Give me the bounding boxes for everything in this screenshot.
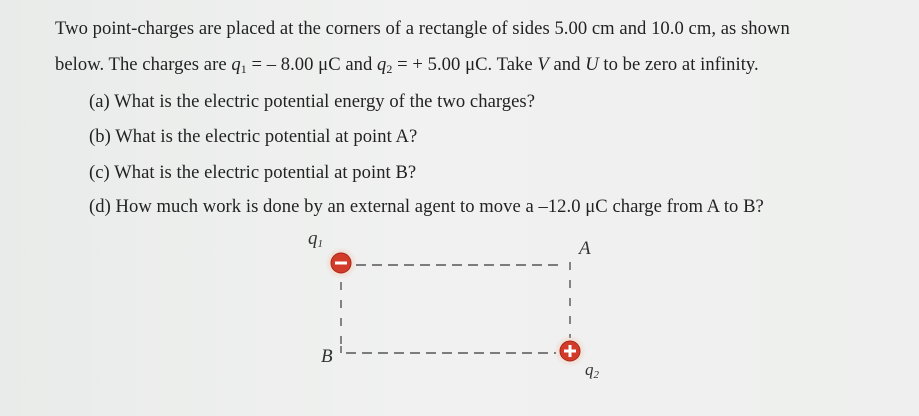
intro-line-1: Two point-charges are placed at the corners of a rectangle of sides 5.00 cm and 10.0 cm, as shown [55, 18, 790, 39]
q2-label-symbol: q [585, 360, 594, 379]
v-symbol: V [537, 54, 549, 75]
question-c: (c) What is the electric potential at point B? [89, 162, 417, 183]
q1-symbol: q [231, 54, 241, 75]
question-a: (a) What is the electric potential energy of the two charges? [89, 91, 536, 112]
q1-label-sub: 1 [317, 238, 323, 250]
intro-line-2-start: below. The charges are [55, 54, 232, 75]
u-symbol: U [585, 54, 599, 75]
plus-vertical [569, 345, 572, 357]
intro-line-2-end: to be zero at infinity. [598, 54, 759, 75]
point-a-label: A [579, 238, 591, 259]
q1-label-symbol: q [308, 228, 318, 249]
q2-value: = + 5.00 μC. Take [392, 54, 538, 75]
q1-label [308, 228, 323, 250]
question-b: (b) What is the electric potential at point A? [89, 126, 418, 147]
minus-sign [335, 262, 347, 265]
point-b-label: B [321, 346, 333, 367]
question-d: (d) How much work is done by an external agent to move a –12.0 μC charge from A to B? [89, 196, 764, 217]
q2-symbol: q [377, 54, 387, 75]
q2-label [585, 360, 599, 380]
q2-label-sub: 2 [593, 369, 599, 381]
and-text: and [548, 54, 586, 75]
q1-value: = – 8.00 μC and [246, 54, 378, 75]
q2-subscript: 2 [386, 62, 393, 76]
q1-subscript: 1 [240, 62, 247, 76]
